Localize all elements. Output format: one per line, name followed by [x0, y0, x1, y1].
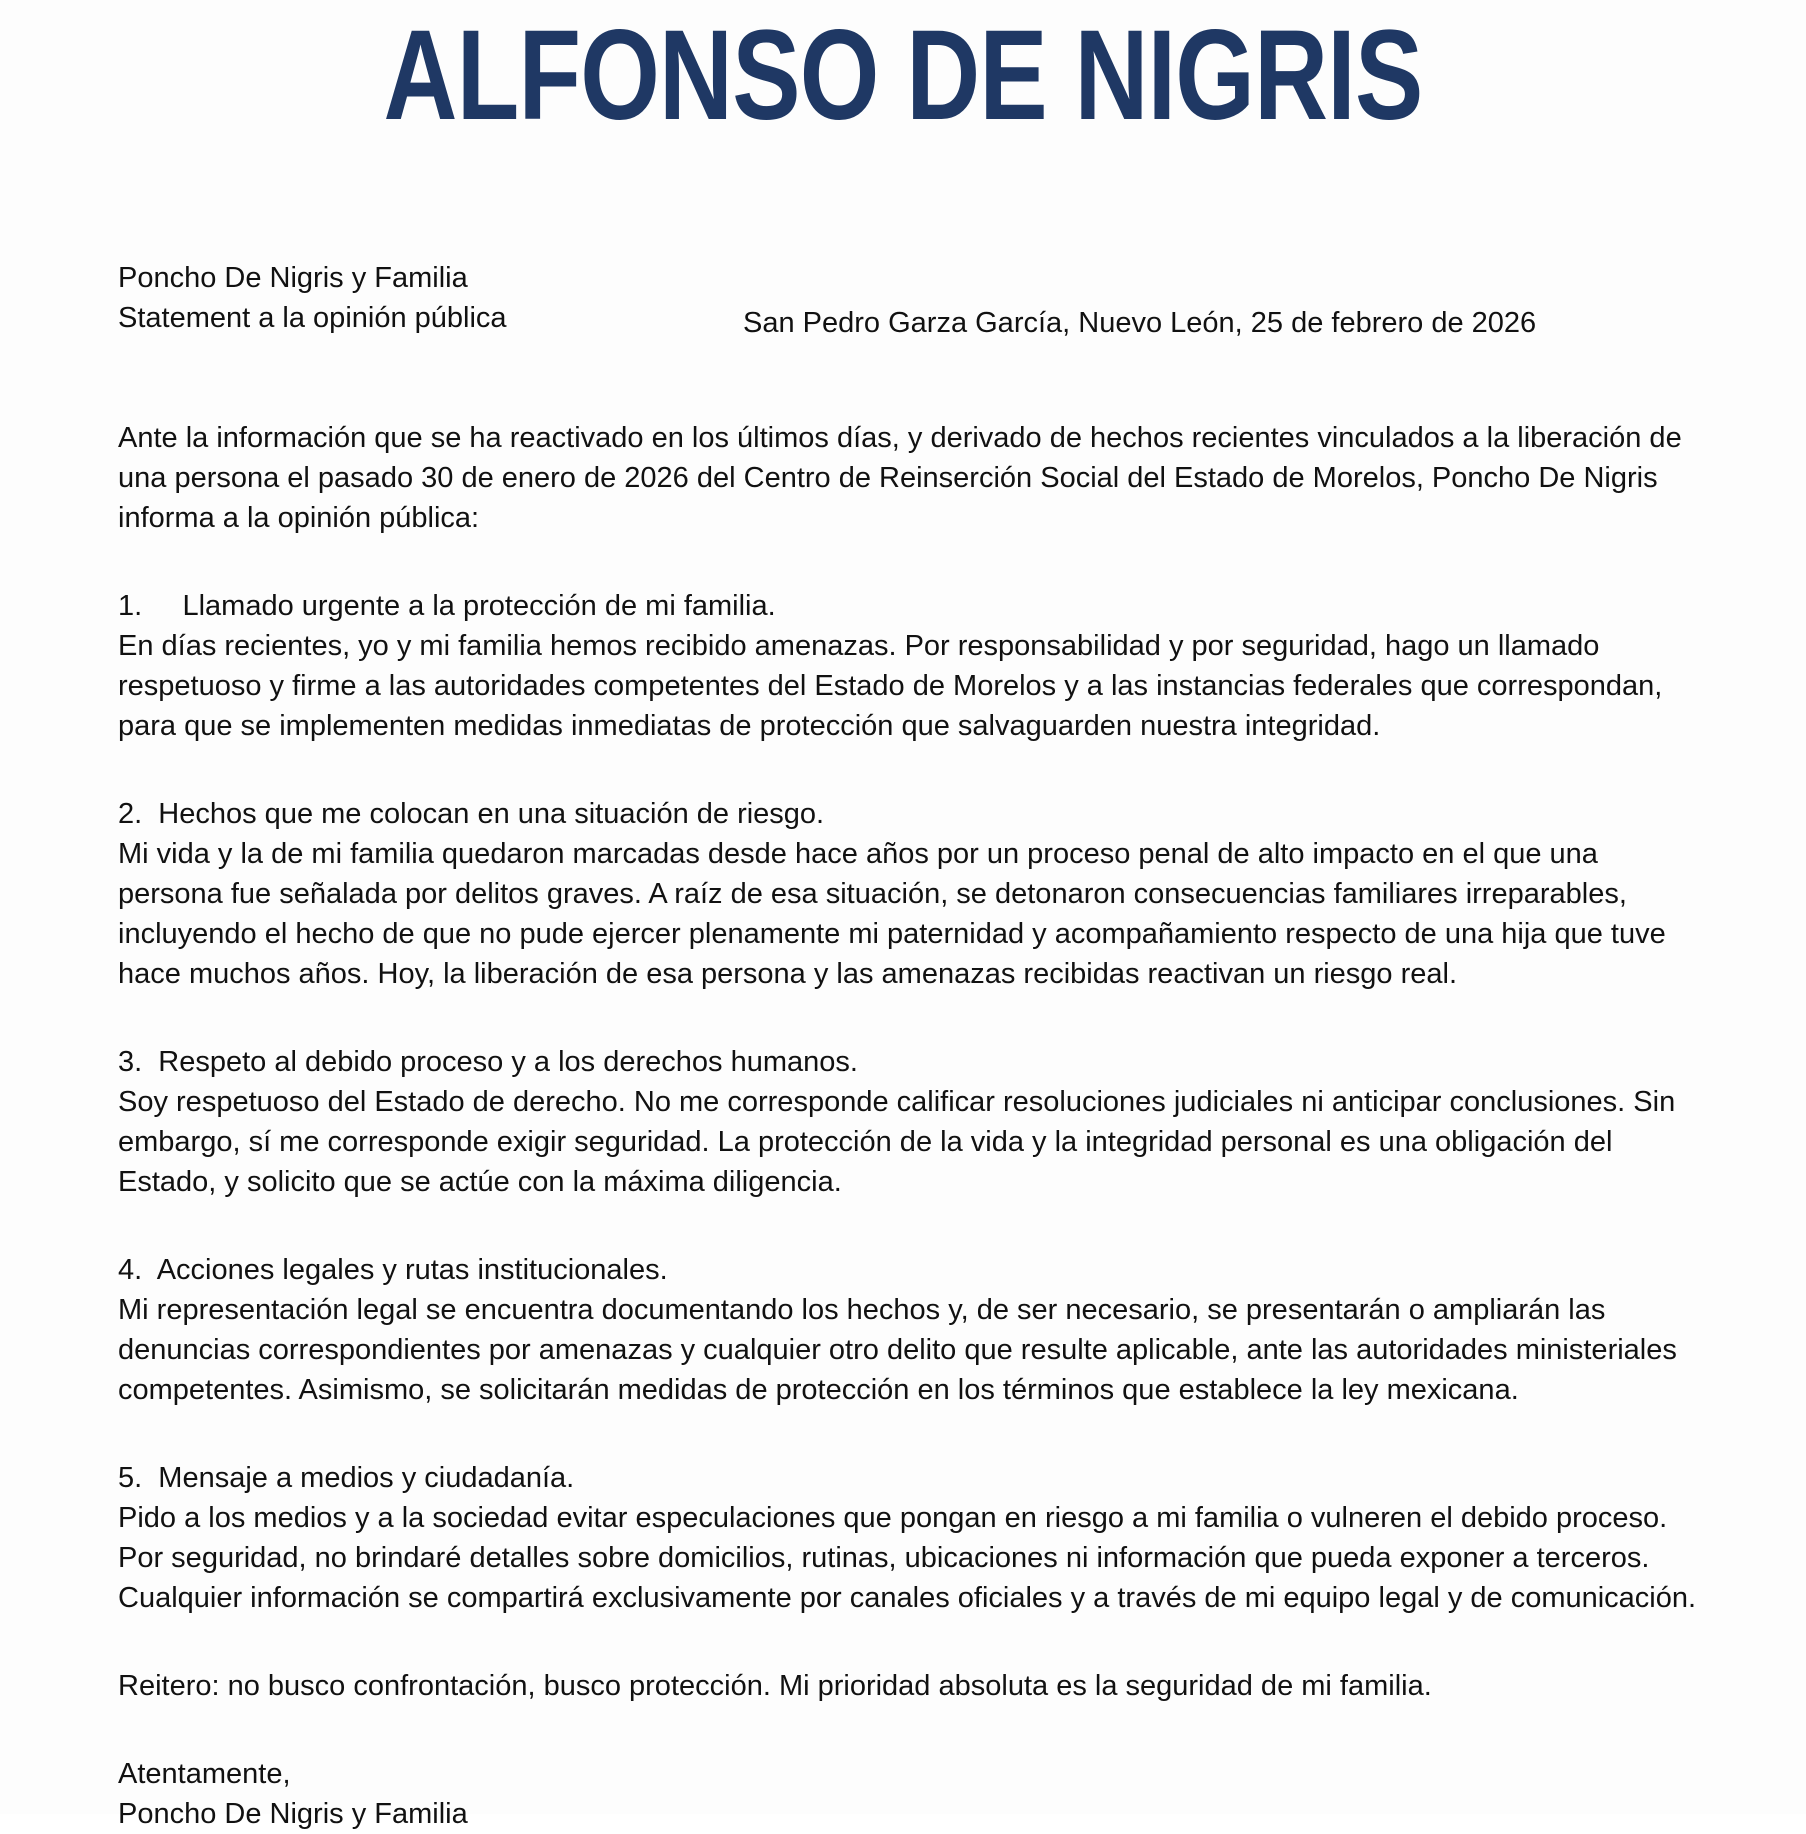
section-2: [118, 794, 1706, 994]
section-2-body: Mi vida y la de mi familia quedaron marcadas desde hace años por un proceso penal de alto impacto en el que una persona fue señalada por delitos graves. A raíz de esa situación, se detonaron consecuencias familiares irreparables, incluyendo el hecho de que no pude ejercer plenamente mi paternidad y acompañamiento respecto de una hija que tuve hace muchos años. Hoy, la liberación de esa persona y las amenazas recibidas reactivan un riesgo real.: [118, 838, 1666, 990]
section-4: [118, 1250, 1706, 1410]
reiteration-paragraph: Reitero: no busco confrontación, busco protección. Mi prioridad absoluta es la seguridad de mi familia.: [118, 1670, 1432, 1702]
section-5-body: Pido a los medios y a la sociedad evitar especulaciones que pongan en riesgo a mi familia o vulneren el debido proceso. Por seguridad, no brindaré detalles sobre domicilios, rutinas, ubicaciones ni información que pueda exponer a terceros. Cualquier información se compartirá exclusivamente por canales oficiales y a través de mi equipo legal y de comunicación.: [118, 1502, 1697, 1614]
signature-block: [118, 1754, 1706, 1834]
sign-off: Atentamente,: [118, 1758, 291, 1790]
letter-body: [0, 258, 1806, 1834]
section-4-body: Mi representación legal se encuentra documentando los hechos y, de ser necesario, se presentarán o ampliarán las denuncias correspondientes por amenazas y cualquier otro delito que resulte aplicable, ante las autoridades ministeriales competentes. Asimismo, se solicitarán medidas de protección en los términos que establece la ley mexicana.: [118, 1294, 1677, 1406]
masthead-title: ALFONSO DE NIGRIS: [383, 4, 1423, 147]
section-3-body: Soy respetuoso del Estado de derecho. No me corresponde calificar resoluciones judiciales ni anticipar conclusiones. Sin embargo, sí me corresponde exigir seguridad. La protección de la vida y la integridad personal es una obligación del Estado, y solicito que se actúe con la máxima diligencia.: [118, 1086, 1676, 1198]
section-5-heading: 5. Mensaje a medios y ciudadanía.: [118, 1462, 575, 1494]
letter-header-row: [118, 258, 1706, 350]
section-3-heading: 3. Respeto al debido proceso y a los derechos humanos.: [118, 1046, 858, 1078]
section-3: [118, 1042, 1706, 1202]
sender-block: [118, 258, 507, 338]
place-and-date: San Pedro Garza García, Nuevo León, 25 de febrero de 2026: [743, 307, 1537, 339]
section-1-heading: 1. Llamado urgente a la protección de mi familia.: [118, 590, 776, 622]
section-5: [118, 1458, 1706, 1618]
section-2-heading: 2. Hechos que me colocan en una situación de riesgo.: [118, 798, 825, 830]
sender-subtitle: Statement a la opinión pública: [118, 302, 507, 334]
section-1: [118, 586, 1706, 746]
masthead: [0, 0, 1806, 150]
section-4-heading: 4. Acciones legales y rutas institucionales.: [118, 1254, 668, 1286]
sender-name: Poncho De Nigris y Familia: [118, 262, 468, 294]
intro-paragraph: Ante la información que se ha reactivado en los últimos días, y derivado de hechos recientes vinculados a la liberación de una persona el pasado 30 de enero de 2026 del Centro de Reinserción Social del Estado de Morelos, Poncho De Nigris informa a la opinión pública:: [118, 422, 1682, 534]
section-1-body: En días recientes, yo y mi familia hemos recibido amenazas. Por responsabilidad y por seguridad, hago un llamado respetuoso y firme a las autoridades competentes del Estado de Morelos y a las instancias federales que correspondan, para que se implementen medidas inmediatas de protección que salvaguarden nuestra integridad.: [118, 630, 1663, 742]
signature-name: Poncho De Nigris y Familia: [118, 1798, 468, 1830]
